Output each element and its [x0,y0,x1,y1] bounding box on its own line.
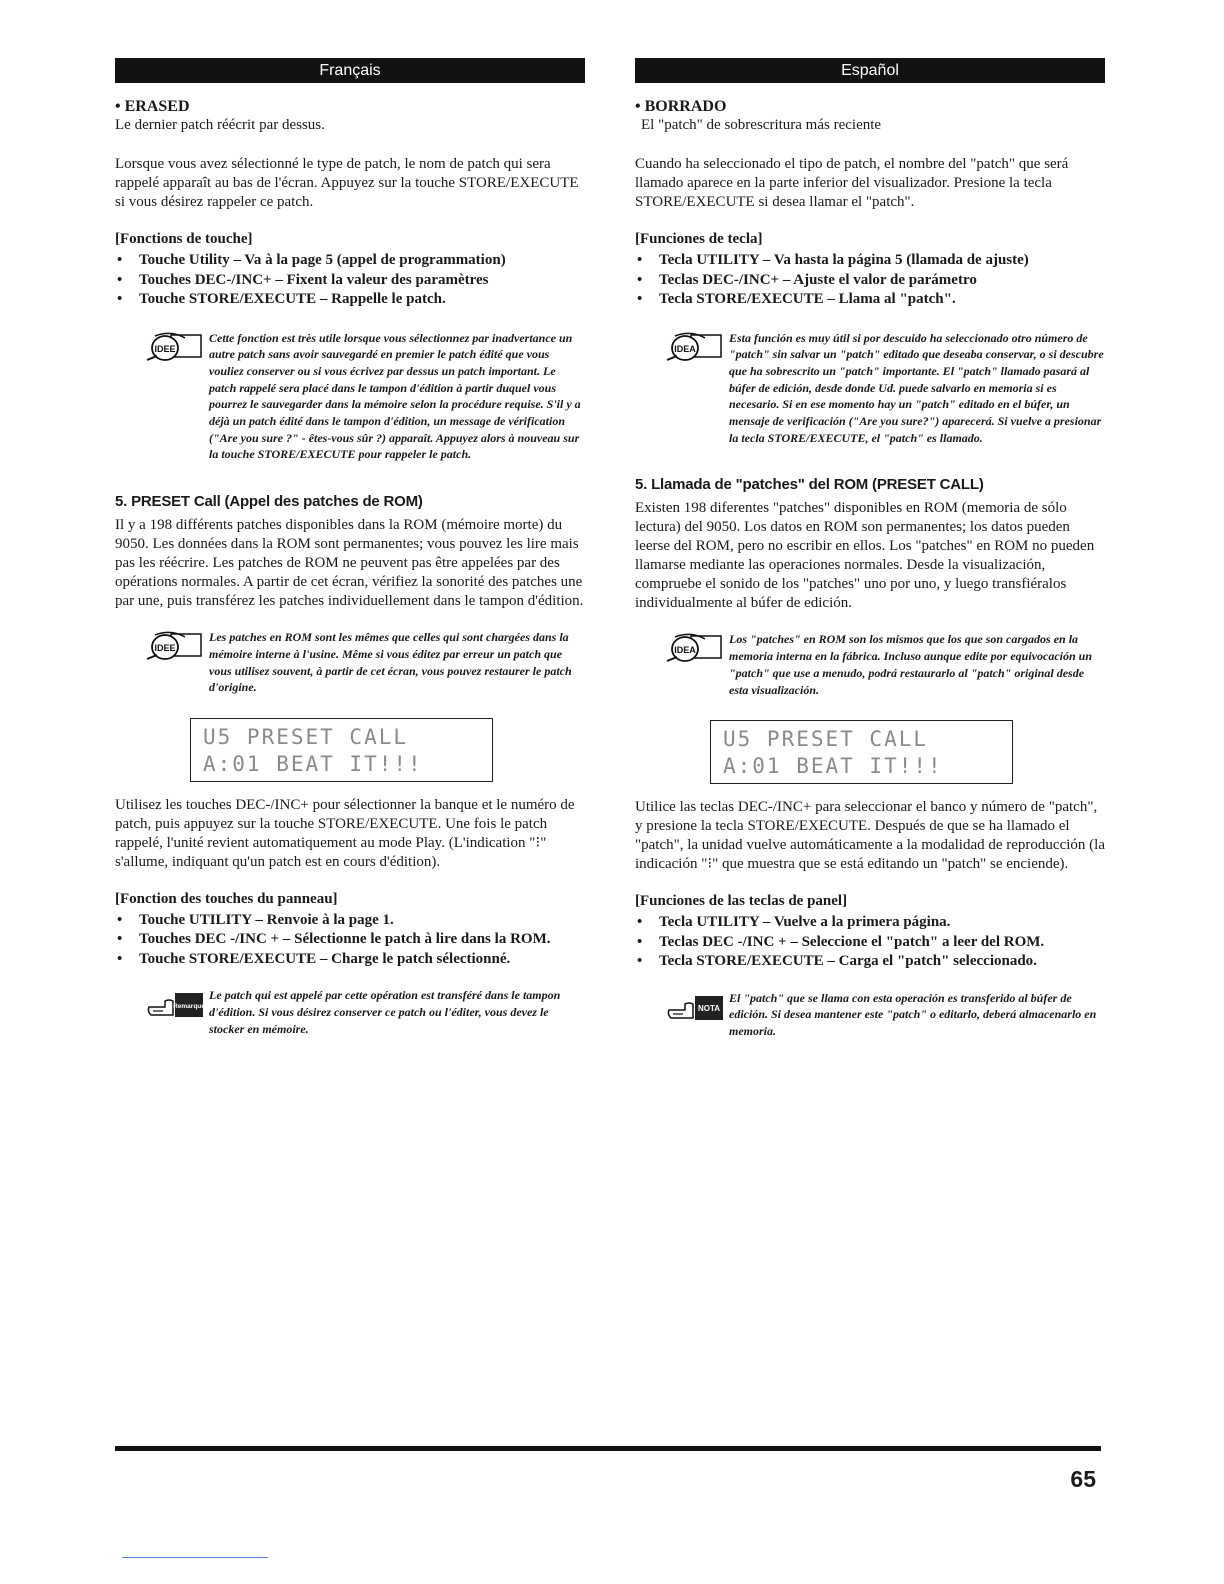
svg-text:Remarque: Remarque [173,1003,205,1011]
idea-note-2-fr [115,629,585,696]
remark-text: Le patch qui est appelé par cette opération est transféré dans le tampon d'édition. Si vous désirez conserver ce patch ou l'éditer, vous devez le stocker en mémoire. [209,988,561,1036]
remark-note-es [635,990,1105,1040]
svg-text:IDEE: IDEE [154,643,176,654]
usage-paragraph-fr: Utilisez les touches DEC-/INC+ pour sélectionner la banque et le numéro de patch, puis appuyez sur la touche STORE/EXECUTE. Une fois le patch rappelé, l'unité revient automatiquement au mode Play. (L'indication "⁝" s'allume, indiquant qu'un patch est en cours d'édition). [115,796,575,870]
lcd-line-2: A:01 BEAT IT!!! [723,754,943,779]
list-item: • Touche UTILITY – Renvoie à la page 1. [117,911,394,928]
list-item: • Teclas DEC -/INC + – Seleccione el "patch" a leer del ROM. [637,933,1045,950]
erased-desc-fr: Le dernier patch réécrit par dessus. [115,117,325,133]
list-item: • Touches DEC-/INC+ – Fixent la valeur des paramètres [117,271,489,288]
intro-paragraph-es: Cuando ha seleccionado el tipo de patch, el nombre del "patch" que será llamado aparece en la parte inferior del visualizador. Presione la tecla STORE/EXECUTE si desea llamar el "patch". [635,156,1069,210]
svg-text:IDEE: IDEE [154,343,176,354]
section-title-fr: 5. PRESET Call (Appel des patches de ROM) [115,493,423,511]
list-item: • Touche Utility – Va à la page 5 (appel de programmation) [117,252,506,268]
pointing-hand-icon [665,992,727,1024]
page-number: 65 [1070,1466,1096,1492]
list-item: • Touche STORE/EXECUTE – Rappelle le patch. [117,291,446,307]
lcd-line-2: A:01 BEAT IT!!! [203,751,423,776]
intro-paragraph-fr: Lorsque vous avez sélectionné le type de patch, le nom de patch qui sera rappelé apparaît au bas de l'écran. Appuyez sur la touche STORE/EXECUTE si vous désirez rappeler ce patch. [115,156,579,210]
lcd-line-1: U5 PRESET CALL [203,724,409,749]
svg-text:IDEA: IDEA [674,645,696,656]
key-functions-list-fr [115,251,585,310]
scan-mark-line [122,1557,268,1558]
idea-icon [145,332,207,364]
idea-text: Cette fonction est très utile lorsque vous sélectionnez par inadvertance un autre patch sans avoir sauvegardé en premier le patch édité que vous vouliez conserver ou si vous écrivez par dessus un patch important. Le patch rappelé sera placé dans le tampon d'édition à partir duquel vous pourrez le sauvegarder dans la mémoire selon la procédure requise. S'il y a déjà un patch édité dans le tampon d'édition, un message de vérification ("Are you sure ?" - êtes-vous sûr ?) apparaît. Appuyez alors à nouveau sur la touche STORE/EXECUTE pour rappeler le patch. [209,330,581,462]
footer-rule [115,1446,1101,1451]
idea-note-1-es [635,330,1105,447]
panel-functions-list-es [635,913,1105,972]
idea-icon [665,633,727,665]
list-item: • Tecla UTILITY – Va hasta la página 5 (llamada de ajuste) [637,252,1029,268]
idea-text: Les patches en ROM sont les mêmes que celles qui sont chargées dans la mémoire interne à l'usine. Même si vous éditez par erreur un patch que vous utilisez souvent, à partir de cet écran, vous pouvez restaurer le patch d'origine. [209,630,572,695]
idea-icon [145,631,207,663]
french-column [115,58,585,1038]
key-functions-title-es: [Funciones de tecla] [635,231,763,247]
list-item: • Touches DEC -/INC + – Sélectionne le patch à lire dans la ROM. [117,931,551,948]
list-item: • Teclas DEC-/INC+ – Ajuste el valor de parámetro [637,271,977,288]
panel-functions-title-fr: [Fonction des touches du panneau] [115,890,338,907]
pointing-hand-icon [145,989,207,1021]
list-item: • Tecla STORE/EXECUTE – Carga el "patch" seleccionado. [637,953,1037,970]
key-functions-list-es [635,251,1105,310]
list-item: • Touche STORE/EXECUTE – Charge le patch sélectionné. [117,950,511,967]
erased-desc-es: El "patch" de sobrescritura más reciente [641,117,882,133]
list-item: • Tecla STORE/EXECUTE – Llama al "patch". [637,291,956,307]
language-header-es: Español [635,58,1105,83]
idea-icon [665,332,727,364]
remark-note-fr [115,987,585,1037]
idea-note-2-es [635,631,1105,698]
lcd-display-es [710,720,1013,784]
section-body-fr: Il y a 198 différents patches disponibles dans la ROM (mémoire morte) du 9050. Les données dans la ROM sont permanentes; vous pouvez les lire mais pas les réécrire. Les patches de ROM ne peuvent pas être appelées par des opérations normales. A partir de cet écran, vérifiez la sonorité des patches une par une, puis transférez les patches individuellement dans le tampon d'édition. [115,517,584,610]
spanish-column [635,58,1105,1040]
panel-functions-list-fr [115,911,585,970]
lcd-display-fr [190,718,493,782]
language-header-fr: Français [115,58,585,83]
section-body-es: Existen 198 diferentes "patches" disponibles en ROM (memoria de sólo lectura) del 9050. Los datos en ROM son permanentes; los datos pueden leerse del ROM, pero no escribir en ellos. Los "patches" en ROM no pueden llamarse mediante las operaciones normales. Desde la visualización, compruebe el sonido de los "patches" uno por uno, y luego transfiéralos individualmente al búfer de edición. [635,500,1095,612]
usage-paragraph-es: Utilice las teclas DEC-/INC+ para seleccionar el banco y número de "patch", y presione la tecla STORE/EXECUTE. Después de que se ha llamado el "patch", la unidad vuelve automáticamente a la modalidad de reproducción (la indicación "⁝" que muestra que se está editando un "patch" se enciende). [635,799,1105,873]
section-title-es: 5. Llamada de "patches" del ROM (PRESET CALL) [635,476,984,494]
erased-title-fr: • ERASED [115,98,190,115]
idea-text: Los "patches" en ROM son los mismos que los que son cargados en la memoria interna en la fábrica. Incluso aunque edite por equivocación un "patch" que use a menudo, podrá restaurarlo al "patch" original desde esta visualización. [729,632,1093,697]
idea-note-1-fr [115,330,585,464]
svg-text:IDEA: IDEA [674,343,696,354]
remark-text: El "patch" que se llama con esta operación es transferido al búfer de edición. Si desea mantener este "patch" o editarlo, deberá almacenarlo en memoria. [729,990,1097,1039]
idea-text: Esta función es muy útil si por descuido ha seleccionado otro número de "patch" sin salvar un "patch" editado que deseaba conservar, o si descubre que ha sobrescrito un "patch" importante. El "patch" llamado pasará al búfer de edición, desde donde Ud. puede salvarlo en memoria si es necesario. Si en ese momento hay un "patch" editado en el búfer, un mensaje de verificación ("Are you sure?") aparecerá. Si vuelve a presionar la tecla STORE/EXECUTE, el "patch" es llamado. [729,330,1104,445]
key-functions-title-fr: [Fonctions de touche] [115,231,253,247]
erased-title-es: • BORRADO [635,98,727,115]
panel-functions-title-es: [Funciones de las teclas de panel] [635,893,848,910]
list-item: • Tecla UTILITY – Vuelve a la primera página. [637,914,951,931]
lcd-line-1: U5 PRESET CALL [723,727,929,752]
svg-text:NOTA: NOTA [697,1003,721,1013]
